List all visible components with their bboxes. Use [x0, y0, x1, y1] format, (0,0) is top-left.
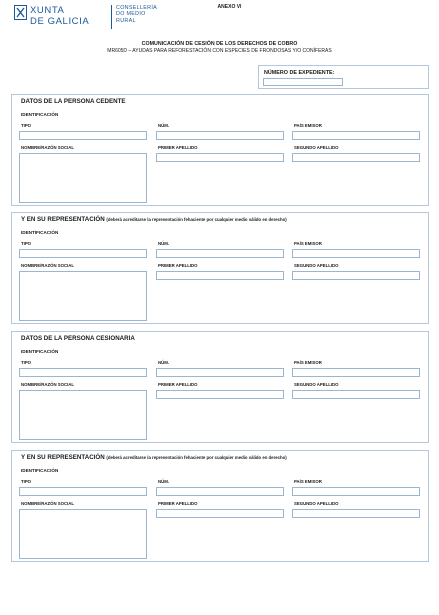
pais-emisor-label: PAÍS EMISOR	[294, 360, 322, 365]
tipo-label: TIPO	[21, 241, 32, 246]
section-note: (deberá acreditarse la representación fehaciente por cualquier medio válido en derecho)	[106, 455, 287, 460]
segundo-apellido-label: SEGUNDO APELLIDO	[294, 263, 339, 268]
document-subtitle: MR605D – AYUDAS PARA REFORESTACIÓN CON ESPECIES DE FRONDOSAS Y/O CONÍFERAS	[107, 48, 332, 54]
department-line-2: DO MEDIO	[116, 11, 146, 18]
primer-apellido-input[interactable]	[156, 271, 284, 280]
tipo-label: TIPO	[21, 360, 32, 365]
department-line-1: CONSELLERÍA	[116, 5, 158, 11]
department-line-3: RURAL	[116, 17, 136, 24]
num-label: NÚM.	[158, 360, 169, 365]
section-title	[21, 98, 126, 105]
segundo-apellido-input[interactable]	[292, 390, 420, 399]
segundo-apellido-input[interactable]	[292, 509, 420, 518]
section-note: (deberá acreditarse la representación fehaciente por cualquier medio válido en derecho)	[106, 217, 287, 222]
num-label: NÚM.	[158, 123, 169, 128]
section-title-text: Y EN SU REPRESENTACIÓN	[21, 454, 105, 461]
nombre-textarea[interactable]	[19, 390, 147, 440]
nombre-label: NOMBRE/RAZÓN SOCIAL	[21, 501, 74, 506]
section-title-text: DATOS DE LA PERSONA CEDENTE	[21, 98, 126, 105]
tipo-input[interactable]	[19, 131, 147, 140]
segundo-apellido-input[interactable]	[292, 271, 420, 280]
identification-heading: IDENTIFICACIÓN	[21, 349, 59, 354]
nombre-textarea[interactable]	[19, 509, 147, 559]
identification-heading: IDENTIFICACIÓN	[21, 230, 59, 235]
num-input[interactable]	[156, 368, 284, 377]
pais-emisor-input[interactable]	[292, 131, 420, 140]
section-title	[21, 216, 287, 223]
section-title	[21, 454, 287, 461]
pais-emisor-input[interactable]	[292, 249, 420, 258]
tipo-input[interactable]	[19, 249, 147, 258]
section-3	[11, 331, 429, 443]
primer-apellido-label: PRIMER APELLIDO	[158, 501, 198, 506]
section-title-text: Y EN SU REPRESENTACIÓN	[21, 216, 105, 223]
nombre-label: NOMBRE/RAZÓN SOCIAL	[21, 145, 74, 150]
num-input[interactable]	[156, 249, 284, 258]
pais-emisor-label: PAÍS EMISOR	[294, 123, 322, 128]
document-title: COMUNICACIÓN DE CESIÓN DE LOS DERECHOS DE COBRO	[141, 41, 298, 47]
nombre-textarea[interactable]	[19, 153, 147, 203]
segundo-apellido-label: SEGUNDO APELLIDO	[294, 145, 339, 150]
primer-apellido-input[interactable]	[156, 509, 284, 518]
expediente-label: NÚMERO DE EXPEDIENTE:	[264, 70, 335, 76]
num-label: NÚM.	[158, 241, 169, 246]
identification-heading: IDENTIFICACIÓN	[21, 112, 59, 117]
logo-line-2: DE GALICIA	[30, 16, 90, 27]
expediente-box	[258, 65, 429, 89]
section-4	[11, 450, 429, 562]
section-2	[11, 212, 429, 324]
nombre-label: NOMBRE/RAZÓN SOCIAL	[21, 382, 74, 387]
primer-apellido-label: PRIMER APELLIDO	[158, 145, 198, 150]
primer-apellido-input[interactable]	[156, 153, 284, 162]
segundo-apellido-input[interactable]	[292, 153, 420, 162]
primer-apellido-label: PRIMER APELLIDO	[158, 263, 198, 268]
nombre-label: NOMBRE/RAZÓN SOCIAL	[21, 263, 74, 268]
expediente-input[interactable]	[263, 78, 343, 86]
section-title-text: DATOS DE LA PERSONA CESIONARIA	[21, 335, 135, 342]
segundo-apellido-label: SEGUNDO APELLIDO	[294, 501, 339, 506]
tipo-input[interactable]	[19, 368, 147, 377]
tipo-label: TIPO	[21, 479, 32, 484]
pais-emisor-input[interactable]	[292, 487, 420, 496]
nombre-textarea[interactable]	[19, 271, 147, 321]
logo-line-1: XUNTA	[30, 5, 65, 16]
tipo-input[interactable]	[19, 487, 147, 496]
anexo-label: ANEXO VI	[217, 4, 242, 10]
primer-apellido-input[interactable]	[156, 390, 284, 399]
segundo-apellido-label: SEGUNDO APELLIDO	[294, 382, 339, 387]
pais-emisor-input[interactable]	[292, 368, 420, 377]
pais-emisor-label: PAÍS EMISOR	[294, 479, 322, 484]
num-label: NÚM.	[158, 479, 169, 484]
section-title	[21, 335, 135, 342]
section-1	[11, 94, 429, 206]
num-input[interactable]	[156, 131, 284, 140]
primer-apellido-label: PRIMER APELLIDO	[158, 382, 198, 387]
num-input[interactable]	[156, 487, 284, 496]
tipo-label: TIPO	[21, 123, 32, 128]
identification-heading: IDENTIFICACIÓN	[21, 468, 59, 473]
pais-emisor-label: PAÍS EMISOR	[294, 241, 322, 246]
